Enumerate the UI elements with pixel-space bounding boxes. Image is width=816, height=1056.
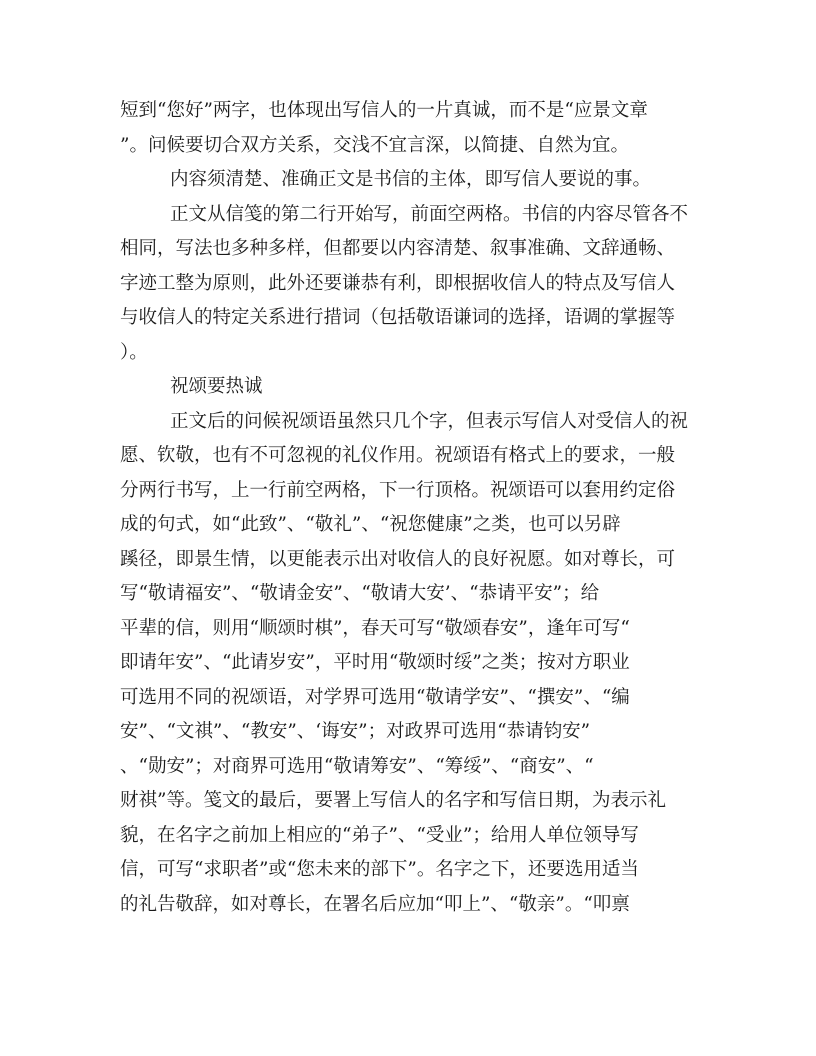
text-line: 财祺”等。笺文的最后，要署上写信人的名字和写信日期，为表示礼 — [120, 790, 666, 811]
text-line: 即请年安”、“此请岁安”，平时用“敬颂时绥”之类；按对方职业 — [120, 652, 630, 673]
text-line: 分两行书写，上一行前空两格，下一行顶格。祝颂语可以套用约定俗 — [120, 479, 676, 501]
text-line: 平辈的信，则用“顺颂时棋”，春天可写“敬颂春安”，逢年可写“ — [120, 617, 630, 639]
text-line: 正文从信笺的第二行开始写，前面空两格。书信的内容尽管各不 — [170, 203, 689, 225]
text-line: 与收信人的特定关系进行措词（包括敬语谦词的选择，语调的掌握等 — [120, 307, 676, 328]
text-line: ”。问候要切合双方关系，交浅不宜言深，以简捷、自然为宜。 — [120, 134, 629, 156]
text-line: 写“敬请福安”、“敬请金安”、“敬请大安’、“恭请平安”；给 — [120, 583, 600, 604]
text-line: 、“勋安”；对商界可选用“敬请筹安”、“筹绥”、“商安”、“ — [120, 755, 594, 777]
text-line: 短到“您好”两字，也体现出写信人的一片真诚，而不是“应景文章 — [120, 100, 648, 121]
text-line: 愿、钦敬，也有不可忽视的礼仪作用。祝颂语有格式上的要求，一般 — [120, 445, 676, 466]
text-line: ）。 — [120, 341, 148, 363]
text-line: 内容须清楚、准确正文是书信的主体，即写信人要说的事。 — [170, 169, 652, 190]
body-text — [120, 94, 700, 922]
text-line: 祝颂要热诚 — [170, 376, 263, 397]
text-line: 可选用不同的祝颂语，对学界可选用“敬请学安”、“撰安”、“编 — [120, 686, 630, 708]
text-line: 的礼告敬辞，如对尊长，在署名后应加“叩上”、“敬亲”。“叩禀 — [120, 893, 630, 915]
text-line: 成的句式，如“此致”、“敬礼”、“祝您健康”之类，也可以另辟 — [120, 514, 621, 535]
text-line: 蹊径，即景生情，以更能表示出对收信人的良好祝愿。如对尊长，可 — [120, 548, 676, 570]
text-line: 安”、“文祺”、“教安”、‘诲安”；对政界可选用“恭请钧安” — [120, 721, 591, 742]
text-line: 信，可写“求职者”或“您未来的部下”。名字之下，还要选用适当 — [120, 859, 639, 880]
text-line: 字迹工整为原则，此外还要谦恭有利，即根据收信人的特点及写信人 — [120, 272, 676, 294]
text-line: 貌，在名字之前加上相应的“弟子”、“受业”；给用人单位领导写 — [120, 824, 639, 846]
text-line: 相同，写法也多种多样，但都要以内容清楚、叙事准确、文辞通畅、 — [120, 238, 676, 259]
text-line: 正文后的问候祝颂语虽然只几个字，但表示写信人对受信人的祝 — [170, 410, 689, 432]
